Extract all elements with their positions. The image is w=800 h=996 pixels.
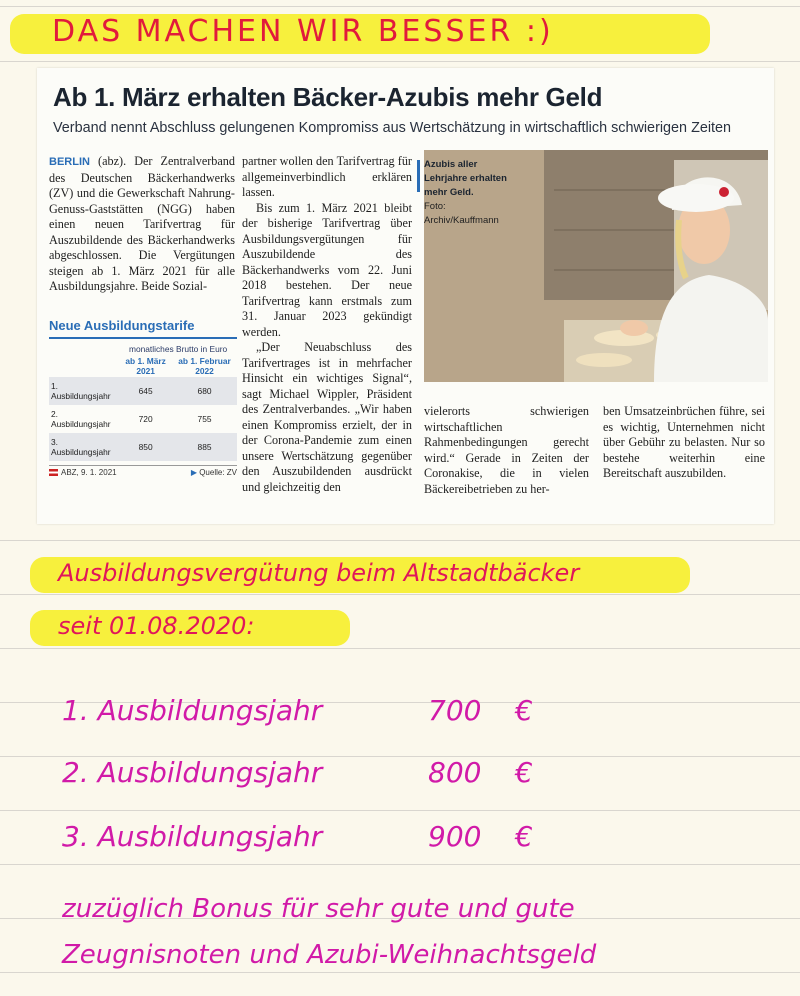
table-row: 3. Ausbildungsjahr 850 885 — [49, 433, 237, 461]
table-row: 2. Ausbildungsjahr 720 755 — [51, 409, 212, 429]
top-note: DAS MACHEN WIR BESSER :) — [52, 14, 554, 49]
tariff-title: Neue Ausbildungstarife — [49, 318, 237, 339]
newspaper-clipping — [37, 68, 774, 524]
tariff-table — [49, 343, 237, 461]
caption-bar — [417, 160, 420, 192]
article-subheadline: Verband nennt Abschluss gelungenen Kompromiss aus Wertschätzung in wirtschaftlich schwierigen Zeiten — [53, 120, 732, 136]
notes-row-2-label: 2. Ausbildungsjahr — [62, 756, 323, 789]
article-column-4: ben Umsatzeinbrüchen führe, sei es wichtig, Unternehmen nicht über Gebühr zu belasten. Nur so bestehe weiterhin eine Bereitschaft auszubilden. — [603, 404, 765, 480]
notes-footer-line1: zuzüglich Bonus für sehr gute und gute — [62, 894, 575, 924]
notes-heading-line1: Ausbildungsvergütung beim Altstadtbäcker — [58, 559, 580, 587]
notes-row-1-currency: € — [515, 694, 533, 727]
triangle-right-icon: ▶ — [190, 468, 200, 477]
dateline: BERLIN — [49, 156, 90, 168]
tariff-header-top: monatliches Brutto in Euro — [128, 344, 228, 354]
article-headline: Ab 1. März erhalten Bäcker-Azubis mehr Geld — [53, 82, 603, 112]
tariff-col-b: ab 1. Februar 2022 — [178, 356, 231, 376]
table-row: 1. Ausbildungsjahr 645 680 — [49, 377, 237, 405]
article-column-3: vielerorts schwierigen wirtschaftlichen Rahmenbedingungen gerecht wird.“ Gerade in Zeiten der Coronakise, die in vielen Bäckereibetrieben zu her- — [424, 404, 589, 496]
article-column-1: BERLIN (abz). Der Zentralverband des Deutschen Bäckerhandwerks (ZV) und die Gewerkschaft Nahrung-Genuss-Gaststätten (NGG) haben einen neuen Tarifvertrag für Auszubildende des Bäckerhandwerks abgeschlossen. Die Vergütungen steigen ab 1. März 2021 für alle Ausbildungsjahre. Beide Sozial- — [49, 154, 235, 293]
notes-row-2-currency: € — [515, 756, 533, 789]
notes-row-1-amount: 700 — [428, 694, 482, 727]
article-column-2: partner wollen den Tarifvertrag für allgemeinverbindlich erklären lassen. Bis zum 1. März 2021 bleibt der bisherige Tarifvertrag über Ausbildungsvergütungen für Auszubildende des Bäckerhandwerks vom 22. Juni 2018 bestehen. Der neue Tarifvertrag kann erstmals zum 31. Januar 2023 gekündigt werden. „Der Neuabschluss des Tarifvertrages ist in mehrfacher Hinsicht ein wichtiges Signal“, sagt Michael Wippler, Präsident des Zentralverbandes. „Wir haben einen Kompromiss erzielt, der in der Corona-Pandemie zum einen unsere Wertschätzung gegenüber den Auszubildenden ausdrückt und gleichzeitig den — [242, 154, 412, 494]
notes-row-2-amount: 800 — [428, 756, 482, 789]
flag-icon — [49, 469, 58, 476]
notes-footer-line2: Zeugnisnoten und Azubi-Weihnachtsgeld — [62, 940, 597, 970]
tariff-footer: ABZ, 9. 1. 2021 ▶ Quelle: ZV — [49, 465, 237, 477]
tariff-col-a: ab 1. März 2021 — [125, 356, 166, 376]
notes-heading-line2: seit 01.08.2020: — [58, 612, 255, 640]
notes-row-3-amount: 900 — [428, 820, 482, 853]
notes-row-1-label: 1. Ausbildungsjahr — [62, 694, 323, 727]
tariff-table-box — [49, 318, 237, 477]
notes-row-3-currency: € — [515, 820, 533, 853]
photo-caption: Azubis aller Lehrjahre erhalten mehr Geld. Foto: Archiv/Kauffmann — [424, 158, 514, 228]
notes-row-3-label: 3. Ausbildungsjahr — [62, 820, 323, 853]
